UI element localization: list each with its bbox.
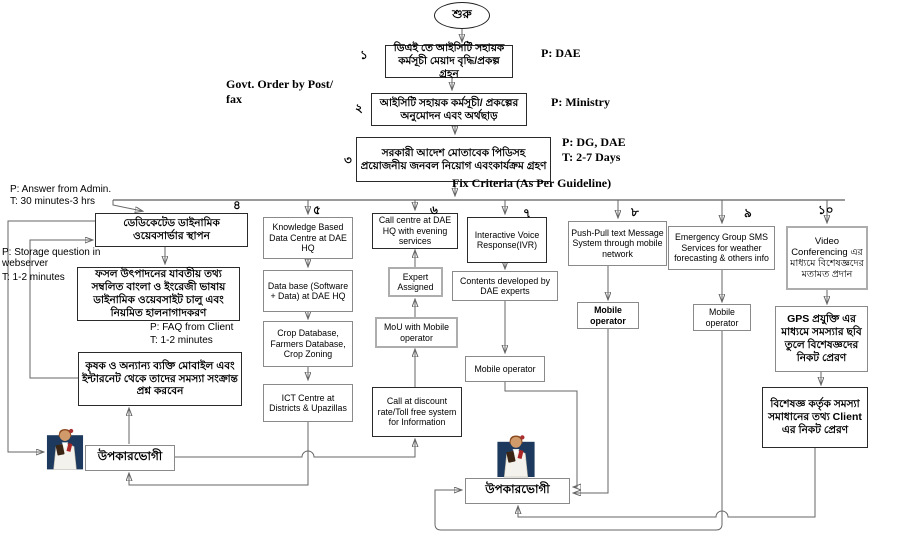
branch-number-4: ৪ xyxy=(233,198,241,212)
beneficiary2-box: উপকারভোগী xyxy=(465,478,570,504)
branch-number-6: ৬ xyxy=(430,203,438,217)
branch-number-7: ৭ xyxy=(523,206,531,220)
branch6-mou-box: MoU with Mobile operator xyxy=(375,317,458,348)
branch7-ivr-box: Interactive Voice Response(IVR) xyxy=(467,217,547,263)
branch5-knowledge-box: Knowledge Based Data Centre at DAE HQ xyxy=(263,217,353,259)
branch5-database-box: Data base (Software + Data) at DAE HQ xyxy=(263,270,353,312)
branch10-expert-solution-box: বিশেষজ্ঞ কর্তৃক সমস্যা সমাধানের তথ্য Client এর নিকট প্রেরণ xyxy=(762,387,868,448)
branch7-mobile-operator-box: Mobile operator xyxy=(465,356,545,382)
note-p-answer-admin: P: Answer from Admin. xyxy=(10,184,112,195)
note-p-faq: P: FAQ from Client xyxy=(150,322,234,333)
step-box-2: আইসিটি সহায়ক কর্মসূচী/ প্রকল্পের অনুমোদন এবং অর্থছাড় xyxy=(371,93,527,126)
note-govt-order: Govt. Order by Post/ fax xyxy=(226,77,334,106)
step-number-2: ২ xyxy=(355,101,363,115)
branch4-website-box: ফসল উৎপাদনের যাবতীয় তথ্য সম্বলিত বাংলা ও ইংরেজী ভাষায় ডাইনামিক ওয়েবসাইট চালু এবং নিয়মিত হালনাগাদকরণ xyxy=(77,267,240,321)
note-t-2-7-days: T: 2-7 Days xyxy=(562,150,621,164)
branch8-pushpull-box: Push-Pull text Message System through mobile network xyxy=(568,221,667,266)
note-fix-criteria: Fix Criteria (As Per Guideline) xyxy=(452,176,612,190)
branch5-ict-box: ICT Centre at Districts & Upazillas xyxy=(263,384,353,422)
note-p-storage: P: Storage question in webserver xyxy=(2,247,101,269)
step-number-1: ১ xyxy=(360,48,368,62)
branch4-question-box: কৃষক ও অন্যান্য ব্যক্তি মোবাইল এবং ইন্টারনেট থেকে তাদের সমস্যা সংক্রান্ত প্রশ্ন করবেন xyxy=(78,352,242,406)
note-p-dae: P: DAE xyxy=(541,46,581,60)
note-p-dg-dae: P: DG, DAE xyxy=(562,135,626,149)
note-t-faq: T: 1-2 minutes xyxy=(150,335,213,346)
step-box-1: ডিএই তে আইসিটি সহায়ক কর্মসূচী মেয়াদ বৃদ্ধি/প্রকল্প গ্রহন xyxy=(385,45,513,78)
step-number-3: ৩ xyxy=(344,153,352,167)
note-p-ministry: P: Ministry xyxy=(551,95,610,109)
start-node: শুরু xyxy=(434,2,490,29)
branch-number-10: ১০ xyxy=(818,203,834,217)
branch9-sms-box: Emergency Group SMS Services for weather forecasting & others info xyxy=(668,226,775,270)
branch-number-8: ৮ xyxy=(631,205,639,219)
branch8-mobile-operator-box: Mobile operator xyxy=(577,302,639,329)
beneficiary1-box: উপকারভোগী xyxy=(85,445,175,471)
branch10-video-box: Video Conferencing এর মাধ্যমে বিশেষজ্ঞদের মতামত প্রদান xyxy=(786,226,868,290)
branch-number-9: ৯ xyxy=(744,206,752,220)
branch4-webserver-box: ডেডিকেটেড ডাইনামিক ওয়েবসার্ভার স্থাপন xyxy=(95,213,248,247)
person-icon xyxy=(496,433,536,483)
person-icon xyxy=(46,426,84,476)
branch6-tollfree-box: Call at discount rate/Toll free system for Information xyxy=(372,387,462,437)
note-t-answer-admin: T: 30 minutes-3 hrs xyxy=(10,196,96,207)
branch10-gps-box: GPS প্রযুক্তি এর মাধ্যমে সমস্যার ছবি তুলে বিশেষজ্ঞদের নিকট প্রেরণ xyxy=(775,306,868,372)
branch9-mobile-operator-box: Mobile operator xyxy=(693,304,751,331)
branch6-callcentre-box: Call centre at DAE HQ with evening services xyxy=(372,213,458,249)
note-t-storage: T: 1-2 minutes xyxy=(2,272,65,283)
branch-number-5: ৫ xyxy=(313,203,321,217)
branch7-contents-box: Contents developed by DAE experts xyxy=(452,271,558,301)
step-box-3: সরকারী আদেশ মোতাবেক পিডিসহ প্রয়োজনীয় জনবল নিয়োগ এবংকার্যক্রম গ্রহণ xyxy=(356,137,551,182)
branch5-crop-box: Crop Database, Farmers Database, Crop Zoning xyxy=(263,321,353,367)
branch6-expert-box: Expert Assigned xyxy=(388,267,443,297)
